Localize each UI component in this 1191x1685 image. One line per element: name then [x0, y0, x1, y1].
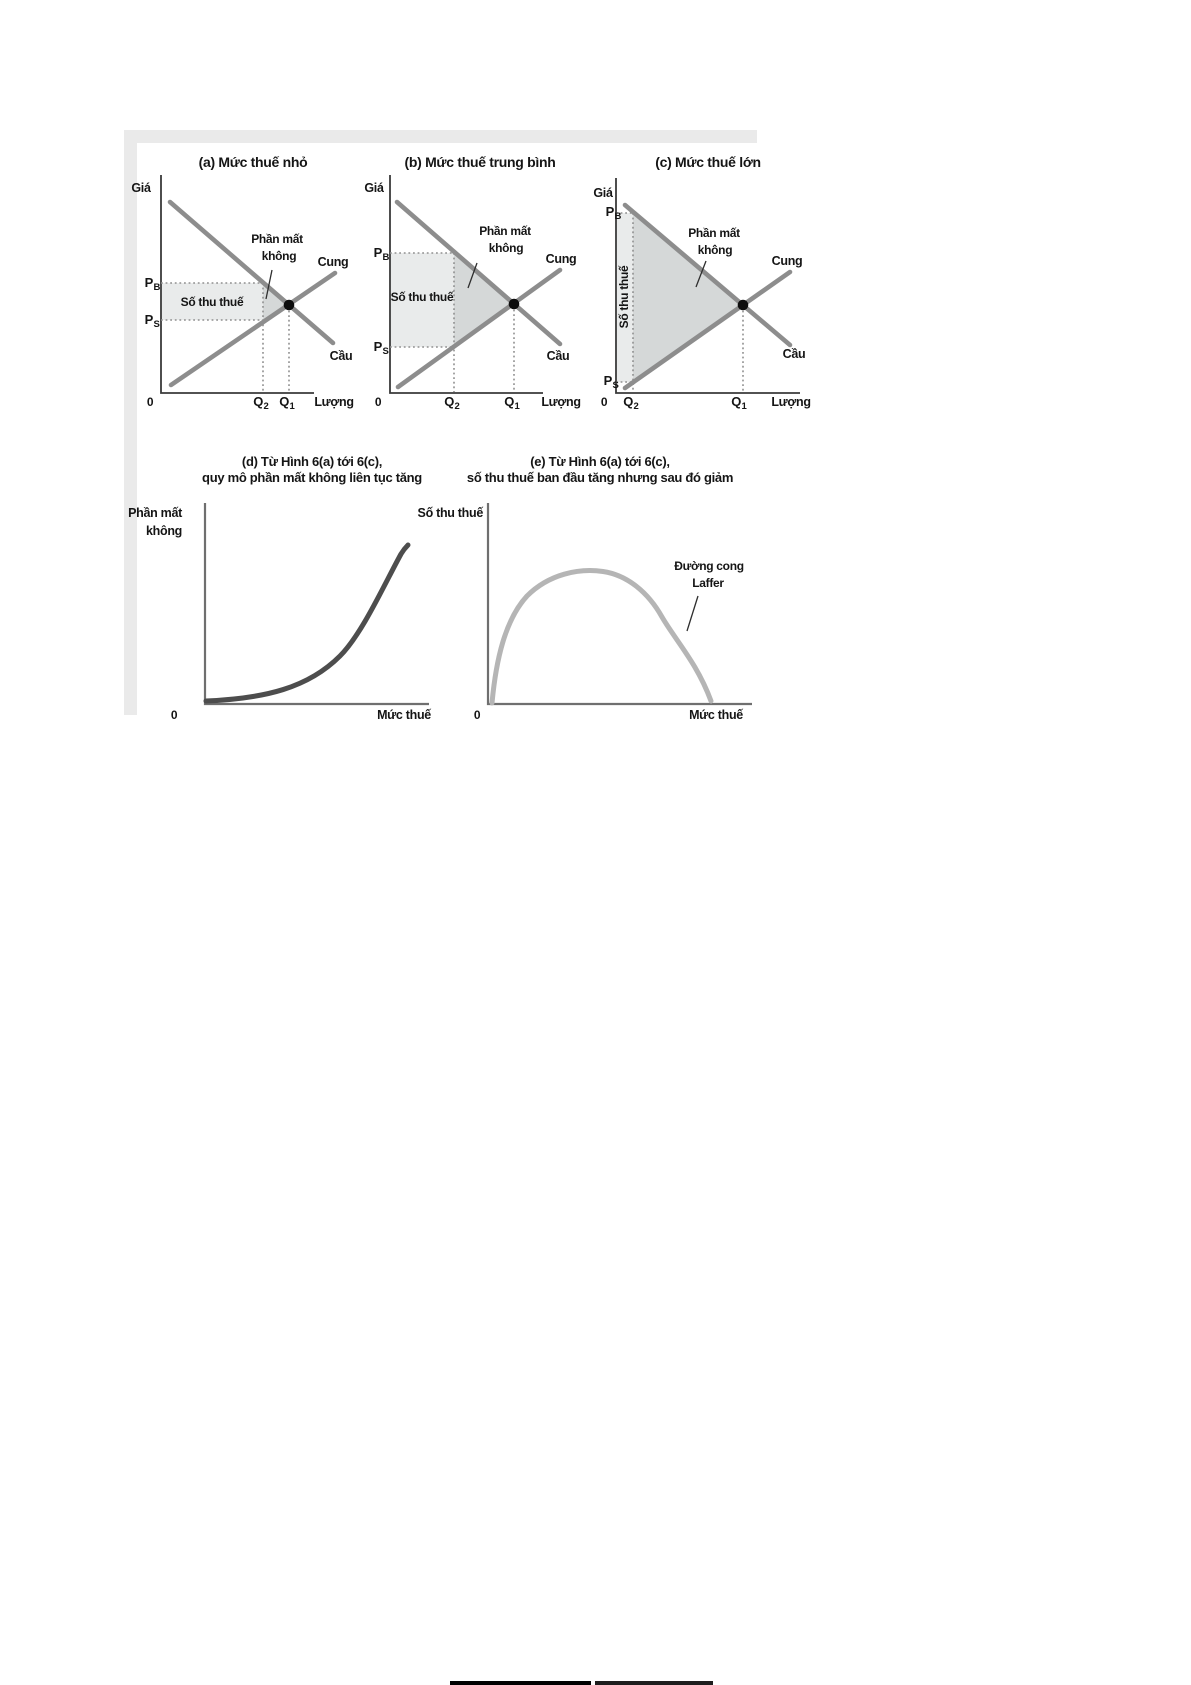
price-axis-label-b: Giá — [364, 181, 384, 195]
svg-text:Q: Q — [504, 394, 514, 409]
window-edge-bar-2 — [595, 1681, 713, 1685]
panel-c-title: (c) Mức thuế lớn — [655, 154, 761, 170]
panel-e-title-2: số thu thuế ban đầu tăng nhưng sau đó giảm — [466, 470, 734, 485]
deadweight-label-c-2: không — [697, 243, 733, 257]
laffer-label-2: Laffer — [692, 576, 724, 590]
tax-axis-label-e: Mức thuế — [689, 708, 743, 722]
svg-text:2: 2 — [633, 401, 639, 412]
panel-d-y-label-1: Phần mất — [128, 506, 182, 520]
panel-c — [593, 154, 810, 412]
panel-a-title: (a) Mức thuế nhỏ — [198, 154, 308, 170]
q2-label-b — [444, 394, 459, 412]
panel-a — [131, 154, 353, 412]
demand-label-b: Cầu — [546, 349, 570, 363]
q2-label-c — [623, 394, 638, 412]
ps-label-a — [145, 312, 160, 330]
svg-text:Q: Q — [623, 394, 633, 409]
origin-label-a: 0 — [146, 395, 154, 409]
deadweight-label-b-1: Phần mất — [479, 224, 531, 238]
window-edge-bar — [450, 1681, 591, 1685]
svg-text:1: 1 — [741, 401, 747, 412]
panel-e-y-label: Số thu thuế — [417, 506, 483, 520]
svg-text:S: S — [382, 346, 389, 357]
q2-label-a — [253, 394, 268, 412]
laffer-leader — [687, 596, 698, 631]
quantity-axis-label-c: Lượng — [771, 395, 811, 409]
svg-text:P: P — [144, 275, 153, 290]
svg-text:P: P — [603, 373, 612, 388]
svg-text:B: B — [382, 252, 390, 263]
price-axis-label-c: Giá — [593, 186, 613, 200]
q1-label-c — [731, 394, 747, 412]
laffer-curve — [492, 571, 711, 703]
supply-label-c: Cung — [771, 254, 803, 268]
demand-label-c: Cầu — [782, 347, 806, 361]
deadweight-label-a-1: Phần mất — [251, 232, 303, 246]
price-axis-label-a: Giá — [131, 181, 151, 195]
quantity-axis-label-a: Lượng — [314, 395, 354, 409]
origin-label-c: 0 — [600, 395, 608, 409]
svg-text:S: S — [153, 319, 160, 330]
svg-text:Q: Q — [279, 394, 289, 409]
svg-text:Q: Q — [731, 394, 741, 409]
svg-text:B: B — [153, 282, 161, 293]
tax-revenue-label-a: Số thu thuế — [180, 295, 244, 309]
equilibrium-dot-b — [509, 299, 520, 310]
svg-text:2: 2 — [263, 401, 269, 412]
scan-band-top — [124, 130, 757, 143]
origin-label-b: 0 — [374, 395, 382, 409]
panel-e-title-1: (e) Từ Hình 6(a) tới 6(c), — [530, 454, 670, 469]
quantity-axis-label-b: Lượng — [541, 395, 581, 409]
svg-text:P: P — [373, 339, 382, 354]
svg-text:Q: Q — [253, 394, 263, 409]
supply-label-a: Cung — [317, 255, 349, 269]
demand-curve-a — [170, 202, 333, 343]
svg-text:Q: Q — [444, 394, 454, 409]
panel-e — [418, 454, 752, 722]
q1-label-b — [504, 394, 520, 412]
panel-b — [364, 154, 580, 412]
panel-d-y-label-2: không — [146, 524, 182, 538]
panel-d — [128, 454, 431, 722]
pb-label-b — [374, 245, 390, 263]
deadweight-label-c-1: Phần mất — [688, 226, 740, 240]
deadweight-label-a-2: không — [261, 249, 297, 263]
svg-text:1: 1 — [289, 401, 295, 412]
scan-band-left — [124, 130, 137, 715]
tax-revenue-label-b: Số thu thuế — [390, 290, 454, 304]
deadweight-label-b-2: không — [488, 241, 524, 255]
svg-text:P: P — [605, 204, 614, 219]
panel-d-title-1: (d) Từ Hình 6(a) tới 6(c), — [241, 454, 383, 469]
svg-text:S: S — [612, 380, 619, 391]
panel-d-title-2: quy mô phần mất không liên tục tăng — [202, 470, 422, 485]
supply-label-b: Cung — [545, 252, 577, 266]
ps-label-b — [374, 339, 389, 357]
svg-text:B: B — [614, 211, 622, 222]
equilibrium-dot-c — [738, 300, 749, 311]
svg-text:P: P — [144, 312, 153, 327]
origin-label-d: 0 — [170, 708, 178, 722]
tax-axis-label-d: Mức thuế — [377, 708, 431, 722]
svg-text:1: 1 — [514, 401, 520, 412]
q1-label-a — [279, 394, 295, 412]
equilibrium-dot-a — [284, 300, 295, 311]
deadweight-area-b — [454, 253, 514, 347]
pb-label-c — [606, 204, 622, 222]
svg-text:P: P — [373, 245, 382, 260]
svg-text:2: 2 — [454, 401, 460, 412]
pb-label-a — [145, 275, 161, 293]
axes-e — [488, 503, 752, 704]
deadweight-growth-curve — [206, 545, 408, 701]
panel-b-title: (b) Mức thuế trung bình — [404, 154, 556, 170]
demand-label-a: Cầu — [329, 349, 353, 363]
tax-revenue-label-c: Số thu thuế — [617, 265, 631, 329]
laffer-label-1: Đường cong — [674, 559, 744, 573]
origin-label-e: 0 — [473, 708, 481, 722]
